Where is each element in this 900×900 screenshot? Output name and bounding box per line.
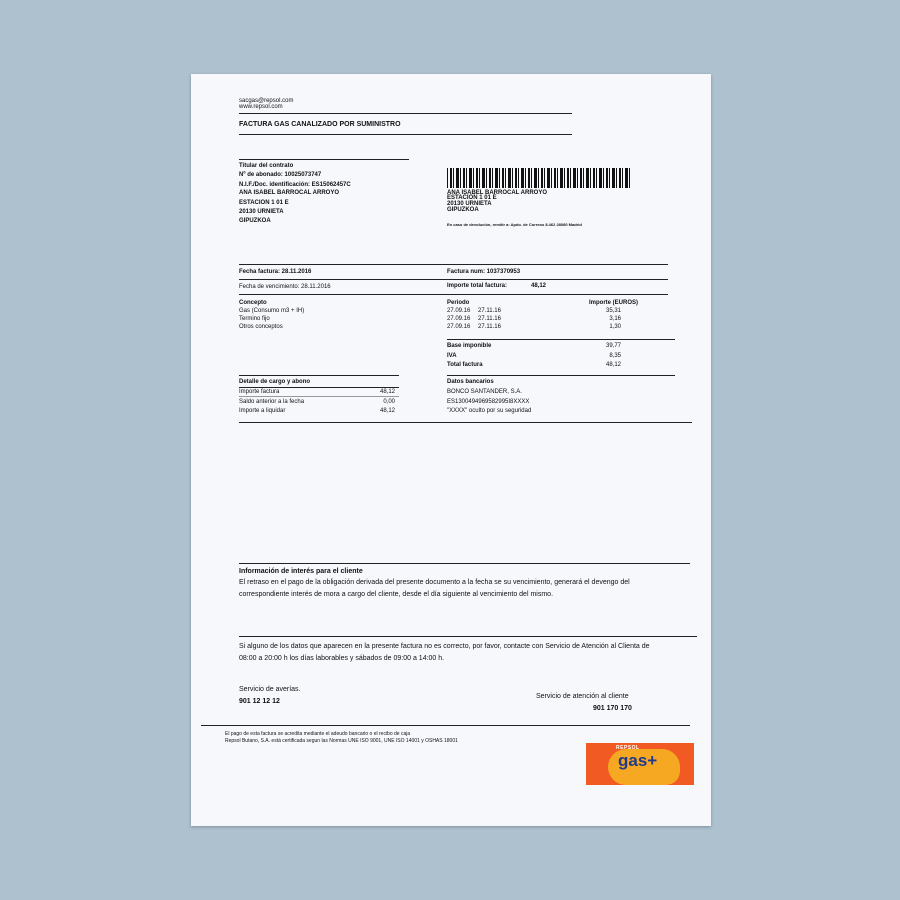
total-value: 48,12 bbox=[531, 283, 547, 289]
header-web: www.repsol.com bbox=[239, 104, 283, 110]
holder-province: GIPUZKOA bbox=[239, 218, 271, 224]
service-phone: 901 170 170 bbox=[593, 705, 632, 712]
return-note: En caso de devolución, remitir a: Apdo. de Correos 8.462 28080 Madrid bbox=[447, 222, 582, 227]
breakdown-label: Servicio de averías. bbox=[239, 686, 301, 693]
info-heading: Información de interés para el cliente bbox=[239, 568, 363, 575]
concept-header: Concepto bbox=[239, 300, 267, 306]
period-from: 27.09.16 bbox=[447, 316, 471, 322]
holder-nif: N.I.F./Doc. identificación: ES15062457C bbox=[239, 182, 351, 188]
charge-label: Importe factura bbox=[239, 389, 280, 395]
period-header: Periodo bbox=[447, 300, 470, 306]
mailing-name: ANA ISABEL BARROCAL ARROYO bbox=[447, 190, 548, 196]
concept-amount: 1,30 bbox=[609, 324, 621, 330]
divider bbox=[447, 375, 675, 376]
contact-text-line: 08:00 a 20:00 h los días laborables y sábados de 09:00 a 14:00 h. bbox=[239, 655, 445, 662]
iva-value: 8,35 bbox=[609, 353, 621, 359]
invoice-number: Factura num: 1037370953 bbox=[447, 269, 521, 275]
concept-label: Gas (Consumo m3 + IH) bbox=[239, 308, 305, 314]
divider bbox=[239, 294, 668, 295]
logo-word: gas+ bbox=[618, 751, 658, 770]
divider bbox=[239, 375, 399, 376]
charge-label: Importe a liquidar bbox=[239, 408, 286, 414]
charge-value: 48,12 bbox=[379, 408, 395, 414]
total-invoice-value: 48,12 bbox=[605, 362, 621, 368]
info-text-line: El retraso en el pago de la obligación derivada del presente documento a la fecha se su vencimiento, generará el devengo del bbox=[239, 579, 630, 586]
charge-value: 48,12 bbox=[379, 389, 395, 395]
due-date: Fecha de vencimiento: 28.11.2016 bbox=[239, 284, 331, 290]
footer-line: Repsol Butano, S.A. está certificada segun las Normas UNE ISO 9001, UNE ISO 14001 y OSHAS 18001 bbox=[225, 738, 458, 744]
divider bbox=[239, 387, 399, 388]
divider bbox=[239, 396, 399, 397]
mailing-province: GIPUZKOA bbox=[447, 207, 479, 213]
concept-amount: 3,16 bbox=[609, 316, 621, 322]
concept-amount: 35,31 bbox=[605, 308, 621, 314]
invoice-date: Fecha factura: 28.11.2016 bbox=[239, 269, 312, 275]
divider bbox=[447, 339, 675, 340]
divider bbox=[239, 264, 668, 265]
divider bbox=[239, 563, 690, 564]
total-label: Importe total factura: bbox=[447, 283, 508, 289]
divider bbox=[239, 279, 668, 280]
subscriber-number: Nº de abonado: 10025073747 bbox=[239, 172, 322, 178]
base-value: 39,77 bbox=[605, 343, 621, 349]
mailing-city: 20130 URNIETA bbox=[447, 201, 492, 207]
holder-name: ANA ISABEL BARROCAL ARROYO bbox=[239, 190, 340, 196]
total-invoice-label: Total factura bbox=[447, 362, 483, 368]
invoice-title: FACTURA GAS CANALIZADO POR SUMINISTRO bbox=[239, 121, 401, 128]
divider bbox=[239, 113, 572, 114]
holder-address: ESTACION 1 01 E bbox=[239, 200, 289, 206]
footer-line: El pago de esta factura se acredita mediante el adeudo bancario o el recibo de caja bbox=[225, 731, 411, 737]
service-label: Servicio de atención al cliente bbox=[536, 693, 629, 700]
bank-heading: Datos bancarios bbox=[447, 379, 494, 385]
period-to: 27.11.16 bbox=[478, 316, 501, 322]
divider bbox=[239, 159, 409, 160]
period-from: 27.09.16 bbox=[447, 308, 471, 314]
concept-label: Termino fijo bbox=[239, 316, 270, 322]
holder-heading: Titular del contrato bbox=[239, 163, 294, 169]
divider bbox=[239, 636, 697, 637]
period-to: 27.11.16 bbox=[478, 308, 501, 314]
charge-label: Saldo anterior a la fecha bbox=[239, 399, 305, 405]
barcode bbox=[447, 168, 630, 188]
contact-text-line: Si alguno de los datos que aparecen en la presente factura no es correcto, por favor, contacte con Servicio de Atención al Clienta de bbox=[239, 643, 650, 650]
base-label: Base imponible bbox=[447, 343, 492, 349]
header-email: sacgas@repsol.com bbox=[239, 98, 294, 104]
divider bbox=[201, 725, 690, 726]
charge-value: 0,00 bbox=[383, 399, 395, 405]
info-text-line: correspondiente interés de mora a cargo del cliente, desde el día siguiente al vencimiento del mismo. bbox=[239, 591, 554, 598]
mailing-address: ESTACION 1 01 E bbox=[447, 195, 497, 201]
divider bbox=[239, 422, 692, 423]
divider bbox=[239, 134, 572, 135]
repsol-gas-logo bbox=[586, 743, 694, 785]
invoice-page bbox=[191, 74, 711, 826]
holder-city: 20130 URNIETA bbox=[239, 209, 284, 215]
concept-label: Otros conceptos bbox=[239, 324, 283, 330]
charges-heading: Detalle de cargo y abono bbox=[239, 379, 311, 385]
logo-brand: REPSOL bbox=[616, 745, 640, 751]
iva-label: IVA bbox=[447, 353, 457, 359]
bank-note: "XXXX" oculto por su seguridad bbox=[447, 408, 532, 414]
period-to: 27.11.16 bbox=[478, 324, 501, 330]
period-from: 27.09.16 bbox=[447, 324, 471, 330]
amount-header: Importe (EUROS) bbox=[589, 300, 639, 306]
bank-name: BONCO SANTANDER, S.A. bbox=[447, 389, 522, 395]
breakdown-phone: 901 12 12 12 bbox=[239, 698, 280, 705]
bank-iban: ES1300494969582995I8XXXX bbox=[447, 399, 530, 405]
